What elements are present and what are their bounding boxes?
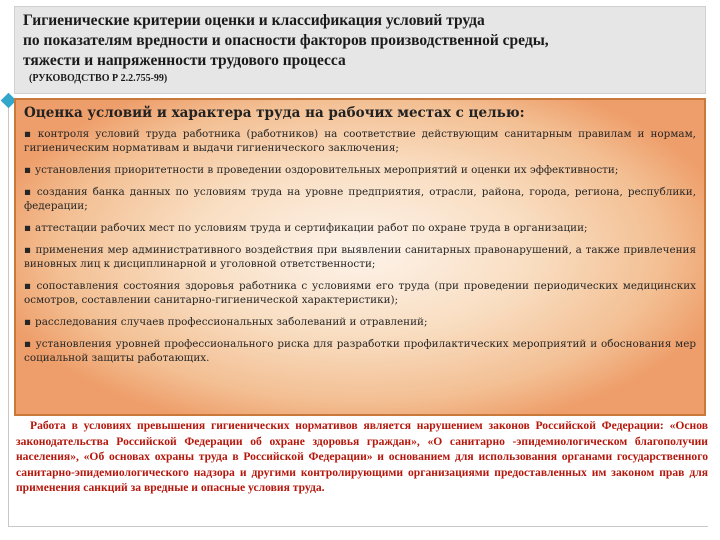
header-subtitle: (РУКОВОДСТВО Р 2.2.755-99) [29, 73, 168, 84]
legal-note-text: Работа в условиях превышения гигиенических нормативов является нарушением законов Российской Федерации: «Основ законодательства Российской Федерации об охране здоровья граждан», «О санитарно -эпидемиологическом благополучии населения», «Об основах охраны труда в Российской Федерации» и основанием для использования органами государственного санитарно-эпидемиологического надзора и другими контролирующими организациями предоставленных им законом прав для применения санкций за вредные и опасные условия труда. [16, 419, 708, 495]
list-item [24, 315, 696, 329]
list-item-text: применения мер административного воздействия при выявлении санитарных правонарушений, а также привлечения виновных лиц к дисциплинарной и уголовной ответственности; [24, 244, 696, 270]
list-item-text: установления уровней профессионального риска для разработки профилактических мероприятий и [35, 338, 598, 350]
square-bullet-icon: ▪ [24, 244, 32, 256]
list-item [24, 185, 696, 213]
content-box [14, 98, 706, 416]
list-item [24, 221, 696, 235]
list-item [24, 279, 696, 307]
header-title-line-2: по показателям вредности и опасности факторов производственной среды, [23, 32, 549, 49]
square-bullet-icon: ▪ [24, 338, 32, 350]
square-bullet-icon: ▪ [24, 222, 32, 234]
bottom-rule [8, 526, 708, 527]
left-rule [8, 96, 9, 526]
square-bullet-icon: ▪ [24, 164, 32, 176]
content-heading: Оценка условий и характера труда на рабочих местах с целью: [24, 105, 525, 121]
square-bullet-icon: ▪ [24, 186, 33, 198]
square-bullet-icon: ▪ [24, 280, 33, 292]
list-item [24, 243, 696, 271]
list-item-text: аттестации рабочих мест по условиям труда и сертификации работ по охране труда в организации; [35, 222, 588, 234]
list-item [24, 163, 696, 177]
square-bullet-icon: ▪ [24, 128, 34, 140]
list-item-text: расследования случаев профессиональных заболеваний и отравлений; [35, 316, 428, 328]
slide-header [14, 6, 706, 94]
list-item-text: контроля условий труда работника (работников) на соответствие действующим санитарным правилам и нормам, гигиеническим нормативам и выдачи гигиенического заключения; [24, 128, 696, 154]
list-item-text: сопоставления состояния здоровья работника с условиями его труда (при проведении периодических медицинских осмотров, составлении санитарно-гигиенической характеристики); [24, 280, 696, 306]
list-item [24, 337, 696, 365]
legal-note [16, 418, 708, 496]
square-bullet-icon: ▪ [24, 316, 32, 328]
header-title-line-3: тяжести и напряженности трудового процесса [23, 52, 346, 69]
header-title-line-1: Гигиенические критерии оценки и классификация условий труда [23, 12, 485, 29]
list-item-text: обоснования мер социальной защиты работающих. [24, 338, 697, 364]
list-item-text: установления приоритетности в проведении оздоровительных мероприятий и оценки их эффективности; [35, 164, 619, 176]
list-item-text: создания банка данных по условиям труда на уровне предприятия, отрасли, района, города, региона, республики, федерации; [24, 186, 697, 212]
list-item [24, 127, 696, 155]
